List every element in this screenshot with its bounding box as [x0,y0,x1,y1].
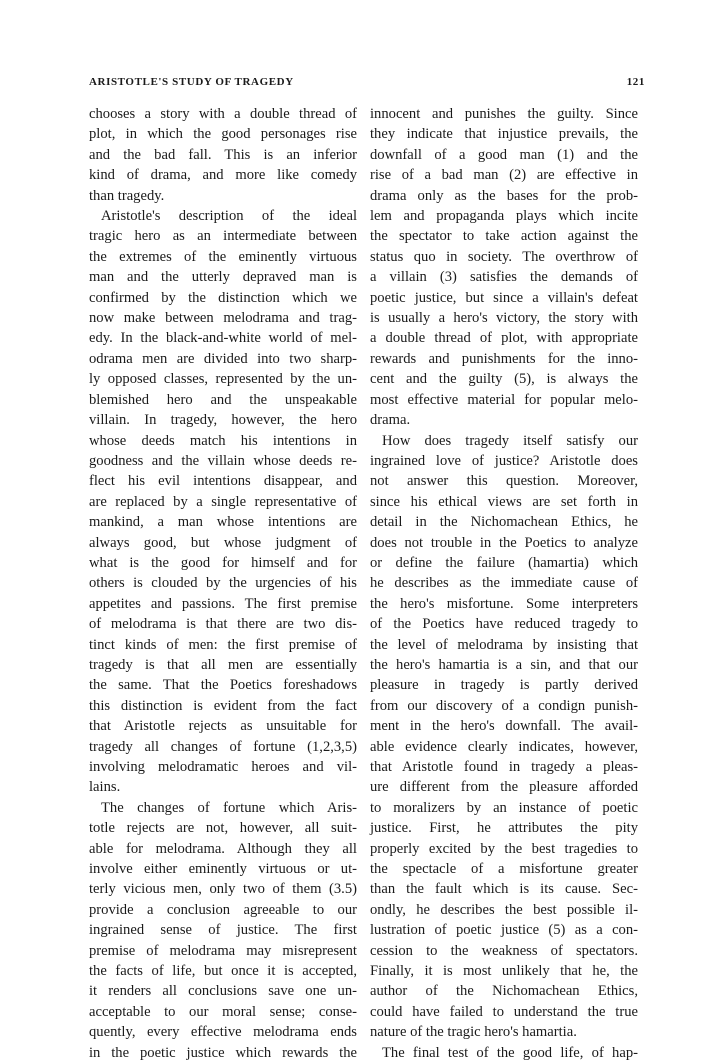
text-line: could have failed to understand the true [370,1003,638,1020]
text-line: involve either eminently virtuous or ut- [89,861,357,878]
text-line: from our discovery of a condign punish- [370,697,638,714]
text-line: poetic justice, but since a villain's defeat [370,289,638,306]
text-line: this distinction is evident from the fact [89,697,357,714]
text-line: the hero's misfortune. Some interpreters [370,595,638,612]
text-line: The changes of fortune which Aris- [101,799,357,816]
text-line: cent and the guilty (5), is always the [370,371,638,388]
text-line: drama only as the bases for the prob- [370,187,638,204]
running-title: ARISTOTLE'S STUDY OF TRAGEDY [89,76,294,88]
text-line: a double thread of plot, with appropriate [370,330,638,347]
text-line: in the poetic justice which rewards the [89,1044,357,1061]
text-line: now make between melodrama and trag- [89,310,357,327]
text-line: than the fault which is its cause. Sec- [370,881,638,898]
text-line: a villain (3) satisfies the demands of [370,269,638,286]
text-line: totle rejects are not, however, all suit- [89,820,357,837]
text-line: lains. [89,779,121,796]
text-line: tragedy is that all men are essentially [89,656,357,673]
left-column [89,104,357,1063]
text-line: the spectator to take action against the [370,228,638,245]
text-line: odrama men are divided into two sharp- [89,350,357,367]
text-line: appetites and passions. The first premise [89,595,357,612]
text-line: pleasure in tragedy is partly derived [370,677,638,694]
text-line: ingrained sense of justice. The first [89,922,357,939]
text-line: to moralizers by an instance of poetic [370,799,638,816]
text-line: How does tragedy itself satisfy our [382,432,638,449]
text-line: the same. That the Poetics foreshadows [89,677,357,694]
text-line: tragedy all changes of fortune (1,2,3,5) [89,738,357,755]
text-line: edy. In the black-and-white world of mel- [89,330,357,347]
text-line: downfall of a good man (1) and the [370,146,638,163]
text-line: the hero's hamartia is a sin, and that our [370,656,638,673]
text-line: ure different from the pleasure afforded [370,779,638,796]
text-line: others is clouded by the urgencies of his [89,575,357,592]
text-line: flect his evil intentions disappear, and [89,473,357,490]
text-line: does not trouble in the Poetics to analyze [370,534,638,551]
text-line: or define the failure (hamartia) which [370,554,638,571]
text-line: Finally, it is most unlikely that he, the [370,963,638,980]
text-line: he describes as the immediate cause of [370,575,638,592]
text-line: is usually a hero's victory, the story with [370,310,638,327]
text-line: and the bad fall. This is an inferior [89,146,357,163]
text-line: properly excited by the best tragedies to [370,840,638,857]
text-line: whose deeds match his intentions in [89,432,357,449]
text-line: that Aristotle rejects as unsuitable for [89,718,357,735]
text-line: the extremes of the eminently virtuous [89,248,357,265]
text-line: always good, but whose judgment of [89,534,357,551]
text-line: quently, every effective melodrama ends [89,1024,357,1041]
page-number: 121 [626,76,645,88]
running-head [89,76,645,88]
text-line: detail in the Nichomachean Ethics, he [370,514,638,531]
text-line: acceptable to our moral sense; conse- [89,1003,357,1020]
text-line: blemished hero and the unspeakable [89,391,357,408]
text-line: cession to the weakness of spectators. [370,942,638,959]
text-line: involving melodramatic heroes and vil- [89,759,357,775]
text-line: Aristotle's description of the ideal [101,208,357,225]
text-line: ment in the hero's downfall. The avail- [370,718,638,735]
text-line: kind of drama, and more like comedy [89,167,357,184]
text-line: terly vicious men, only two of them (3.5) [89,881,357,898]
text-line: that Aristotle found in tragedy a pleas- [370,759,638,775]
text-line: lem and propaganda plays which incite [370,208,638,225]
text-line: the spectacle of a misfortune greater [370,861,638,878]
text-line: most effective material for popular melo- [370,391,638,408]
text-line: man and the utterly depraved man is [89,269,357,286]
text-line: of melodrama is that there are two dis- [89,616,357,633]
text-line: since his ethical views are set forth in [370,493,638,510]
text-line: mankind, a man whose intentions are [89,514,357,531]
text-line: the level of melodrama by insisting that [370,636,638,653]
text-line: author of the Nichomachean Ethics, [370,983,638,1000]
text-line: provide a conclusion agreeable to our [89,901,357,918]
text-line: justice. First, he attributes the pity [370,820,638,837]
text-line: what is the good for himself and for [89,554,357,571]
text-line: able for melodrama. Although they all [89,840,357,857]
text-line: lustration of poetic justice (5) as a con- [370,922,638,939]
text-line: ingrained love of justice? Aristotle does [370,452,638,469]
text-line: are replaced by a single representative of [89,493,357,510]
text-line: status quo in society. The overthrow of [370,248,638,265]
text-line: not answer this question. Moreover, [370,473,638,490]
text-line: confirmed by the distinction which we [89,289,357,306]
text-line: The final test of the good life, of hap- [382,1044,638,1061]
text-line: tinct kinds of men: the first premise of [89,636,357,653]
text-line: of the Poetics have reduced tragedy to [370,616,638,633]
text-line: plot, in which the good personages rise [89,126,357,143]
text-line: tragic hero as an intermediate between [89,228,357,245]
text-line: it renders all conclusions save one un- [89,983,357,1000]
text-line: rise of a bad man (2) are effective in [370,167,638,184]
text-line: villain. In tragedy, however, the hero [89,412,357,429]
text-line: rewards and punishments for the inno- [370,350,638,367]
text-line: able evidence clearly indicates, however, [370,738,638,755]
text-line: drama. [370,412,411,429]
right-column [370,104,638,1063]
text-line: innocent and punishes the guilty. Since [370,106,638,122]
text-line: they indicate that injustice prevails, the [370,126,638,143]
text-line: nature of the tragic hero's hamartia. [370,1024,577,1041]
text-line: the facts of life, but once it is accepted, [89,963,357,980]
text-line: ly opposed classes, represented by the un- [89,371,357,388]
text-line: than tragedy. [89,187,165,204]
text-line: ondly, he describes the best possible il- [370,901,638,918]
text-line: premise of melodrama may misrepresent [89,942,357,959]
text-line: chooses a story with a double thread of [89,106,357,122]
text-line: goodness and the villain whose deeds re- [89,452,357,469]
